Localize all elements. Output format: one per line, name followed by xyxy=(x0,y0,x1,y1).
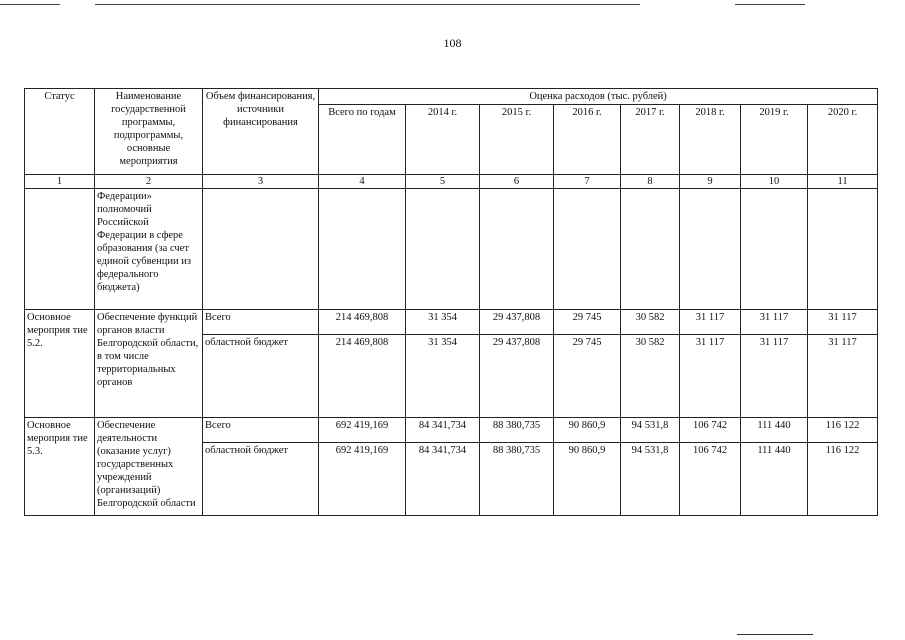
value-2019: 31 117 xyxy=(741,335,808,418)
value-2015: 29 437,808 xyxy=(480,335,554,418)
empty-cell xyxy=(621,189,680,310)
header-year-2017: 2017 г. xyxy=(621,105,680,175)
value-2015: 88 380,735 xyxy=(480,418,554,443)
funding-source: областной бюджет xyxy=(203,335,319,418)
value-2014: 84 341,734 xyxy=(406,443,480,516)
value-total: 214 469,808 xyxy=(319,335,406,418)
value-2017: 30 582 xyxy=(621,335,680,418)
empty-cell xyxy=(741,189,808,310)
empty-cell xyxy=(554,189,621,310)
empty-cell xyxy=(808,189,878,310)
expenditure-table xyxy=(24,88,878,516)
header-year-2018: 2018 г. xyxy=(680,105,741,175)
value-2020: 116 122 xyxy=(808,443,878,516)
activity-name: Обеспечение деятельности (оказание услуг) государственных учреждений (организаций) Белгородской области xyxy=(95,418,203,516)
empty-cell xyxy=(680,189,741,310)
continuation-volume xyxy=(203,189,319,310)
top-rule-left xyxy=(0,4,60,5)
value-total: 214 469,808 xyxy=(319,310,406,335)
header-name: Наименование государственной программы, подпрограммы, основные мероприятия xyxy=(95,89,203,175)
value-2017: 30 582 xyxy=(621,310,680,335)
top-rule-middle xyxy=(95,4,640,5)
activity-name: Обеспечение функций органов власти Белгородской области, в том числе территориальных органов xyxy=(95,310,203,418)
column-index: 11 xyxy=(808,175,878,189)
header-year-2015: 2015 г. xyxy=(480,105,554,175)
table-row xyxy=(25,310,878,335)
value-2015: 88 380,735 xyxy=(480,443,554,516)
header-estimate: Оценка расходов (тыс. рублей) xyxy=(319,89,878,105)
header-status: Статус xyxy=(25,89,95,175)
value-2020: 116 122 xyxy=(808,418,878,443)
value-total: 692 419,169 xyxy=(319,418,406,443)
activity-status: Основное мероприя тие 5.2. xyxy=(25,310,95,418)
value-2016: 29 745 xyxy=(554,335,621,418)
header-year-total: Всего по годам xyxy=(319,105,406,175)
column-index-row xyxy=(25,175,878,189)
continuation-name: Федерации» полномочий Российской Федерации в сфере образования (за счет единой субвенции из федерального бюджета) xyxy=(95,189,203,310)
value-2015: 29 437,808 xyxy=(480,310,554,335)
funding-source: областной бюджет xyxy=(203,443,319,516)
header-year-2020: 2020 г. xyxy=(808,105,878,175)
column-index: 6 xyxy=(480,175,554,189)
value-2018: 31 117 xyxy=(680,335,741,418)
value-2019: 111 440 xyxy=(741,443,808,516)
funding-source: Всего xyxy=(203,418,319,443)
column-index: 9 xyxy=(680,175,741,189)
value-2014: 31 354 xyxy=(406,335,480,418)
page-number: 108 xyxy=(443,36,462,50)
column-index: 10 xyxy=(741,175,808,189)
funding-source: Всего xyxy=(203,310,319,335)
column-index: 2 xyxy=(95,175,203,189)
column-index: 3 xyxy=(203,175,319,189)
column-index: 4 xyxy=(319,175,406,189)
header-year-2016: 2016 г. xyxy=(554,105,621,175)
value-2020: 31 117 xyxy=(808,335,878,418)
continuation-row xyxy=(25,189,878,310)
value-2020: 31 117 xyxy=(808,310,878,335)
value-2019: 111 440 xyxy=(741,418,808,443)
empty-cell xyxy=(319,189,406,310)
header-volume: Объем финансирования, источники финансирования xyxy=(203,89,319,175)
value-total: 692 419,169 xyxy=(319,443,406,516)
bottom-rule xyxy=(737,634,813,635)
column-index: 1 xyxy=(25,175,95,189)
value-2014: 31 354 xyxy=(406,310,480,335)
column-index: 5 xyxy=(406,175,480,189)
value-2018: 106 742 xyxy=(680,443,741,516)
header-year-2019: 2019 г. xyxy=(741,105,808,175)
table-row xyxy=(25,418,878,443)
value-2018: 31 117 xyxy=(680,310,741,335)
value-2016: 90 860,9 xyxy=(554,443,621,516)
value-2017: 94 531,8 xyxy=(621,418,680,443)
activity-status: Основное мероприя тие 5.3. xyxy=(25,418,95,516)
column-index: 7 xyxy=(554,175,621,189)
value-2018: 106 742 xyxy=(680,418,741,443)
header-row-1 xyxy=(25,89,878,105)
top-rule-right xyxy=(735,4,805,5)
value-2017: 94 531,8 xyxy=(621,443,680,516)
empty-cell xyxy=(406,189,480,310)
value-2016: 90 860,9 xyxy=(554,418,621,443)
empty-cell xyxy=(480,189,554,310)
value-2019: 31 117 xyxy=(741,310,808,335)
value-2014: 84 341,734 xyxy=(406,418,480,443)
continuation-status xyxy=(25,189,95,310)
header-year-2014: 2014 г. xyxy=(406,105,480,175)
column-index: 8 xyxy=(621,175,680,189)
value-2016: 29 745 xyxy=(554,310,621,335)
